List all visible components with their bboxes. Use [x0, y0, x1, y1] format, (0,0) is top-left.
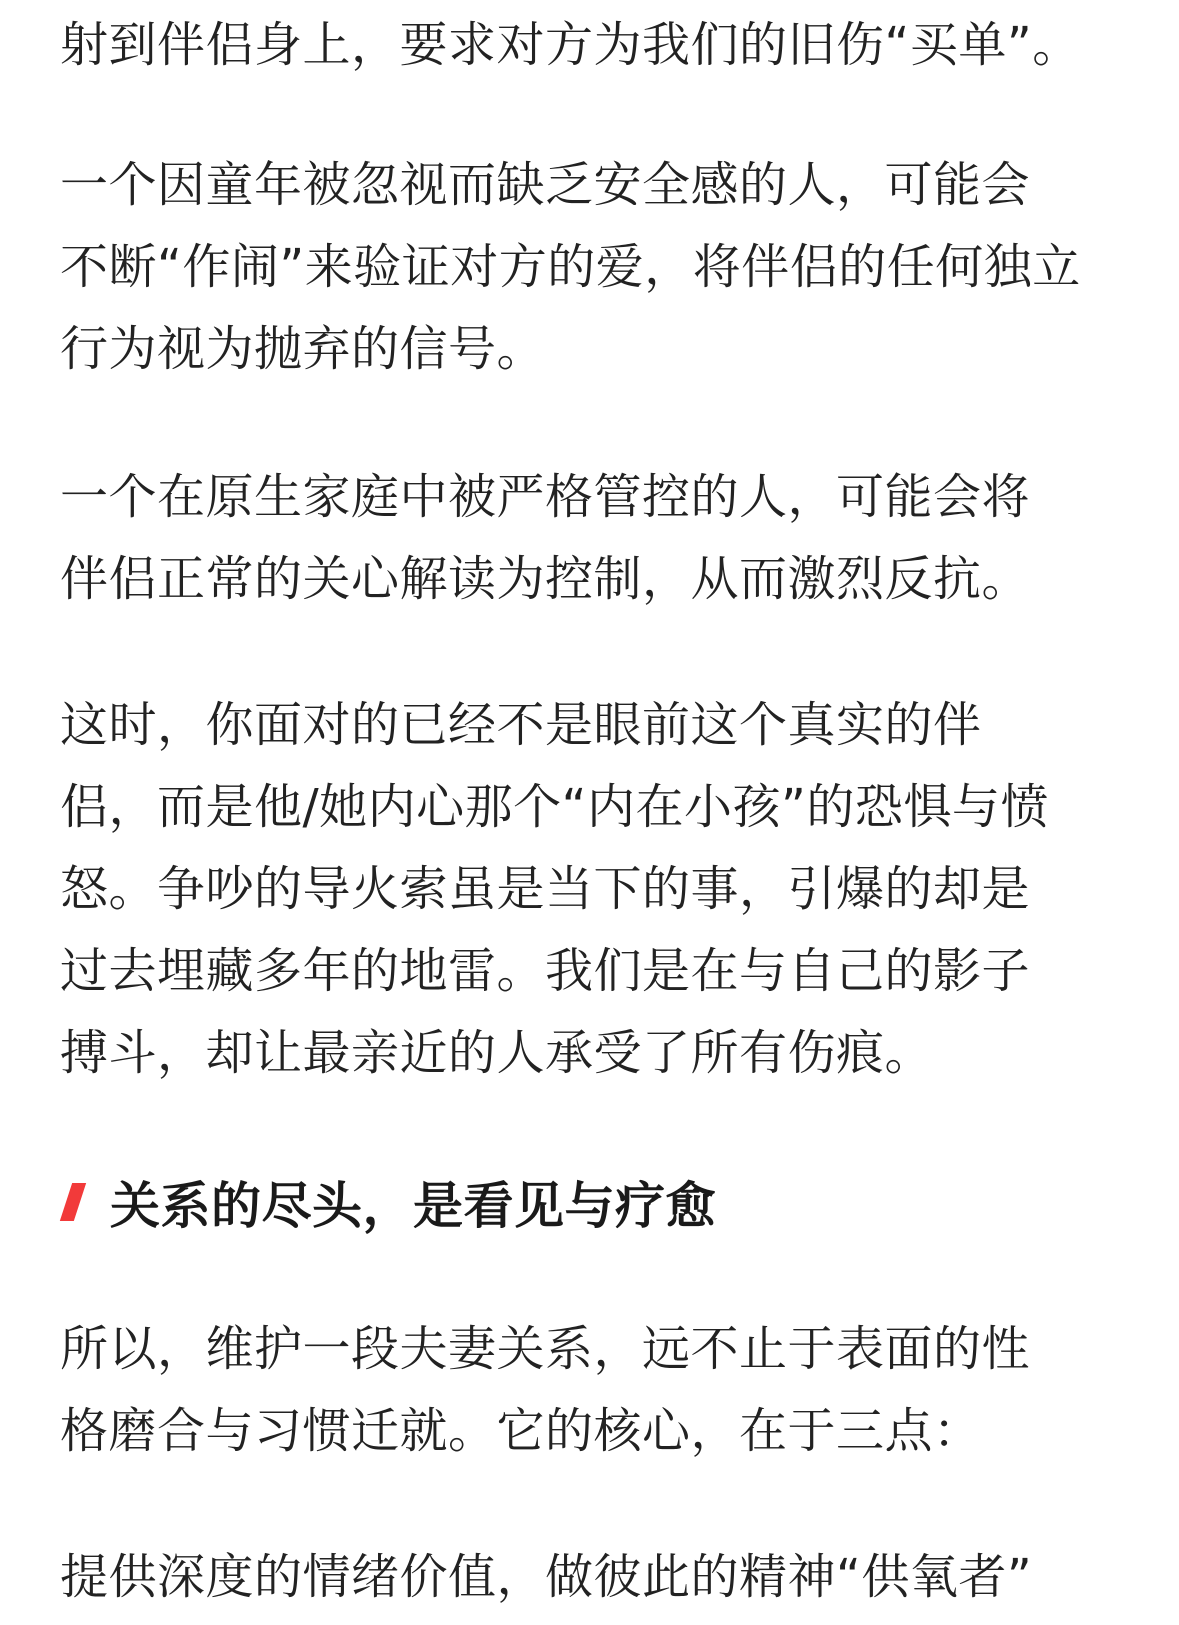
section-heading-text: 关系的尽头，是看见与疗愈	[110, 1177, 716, 1235]
paragraph-5	[60, 1308, 1100, 1472]
paragraph-line: 所以，维护一段夫妻关系，远不止于表面的性	[60, 1321, 1031, 1377]
paragraph-line: 提供深度的情绪价值，做彼此的精神“供氧者”	[60, 1549, 1033, 1605]
paragraph-line: 搏斗，却让最亲近的人承受了所有伤痕。	[60, 1025, 934, 1081]
paragraph-6	[60, 1536, 1100, 1625]
paragraph-line: 射到伴侣身上，要求对方为我们的旧伤“买单”。	[60, 17, 1081, 73]
paragraph-line: 伴侣正常的关心解读为控制，从而激烈反抗。	[60, 551, 1031, 607]
paragraph-line: 不断“作闹”来验证对方的爱，将伴侣的任何独立	[60, 239, 1081, 295]
paragraph-line: 格磨合与习惯迁就。它的核心，在于三点：	[60, 1403, 982, 1459]
paragraph-2	[60, 144, 1100, 390]
paragraph-3	[60, 456, 1100, 620]
section-heading	[58, 1160, 716, 1244]
paragraph-1	[60, 4, 1100, 86]
paragraph-4	[60, 684, 1100, 1094]
heading-accent-bar-icon	[60, 1183, 86, 1221]
paragraph-line: 侣，而是他/她内心那个“内在小孩”的恐惧与愤	[60, 779, 1049, 835]
paragraph-line: 过去埋藏多年的地雷。我们是在与自己的影子	[60, 943, 1031, 999]
paragraph-line: 行为视为抛弃的信号。	[60, 321, 546, 377]
paragraph-line: 怒。争吵的导火索虽是当下的事，引爆的却是	[60, 861, 1031, 917]
paragraph-line: 这时，你面对的已经不是眼前这个真实的伴	[60, 697, 982, 753]
paragraph-line: 一个因童年被忽视而缺乏安全感的人，可能会	[60, 157, 1031, 213]
paragraph-line: 一个在原生家庭中被严格管控的人，可能会将	[60, 469, 1031, 525]
